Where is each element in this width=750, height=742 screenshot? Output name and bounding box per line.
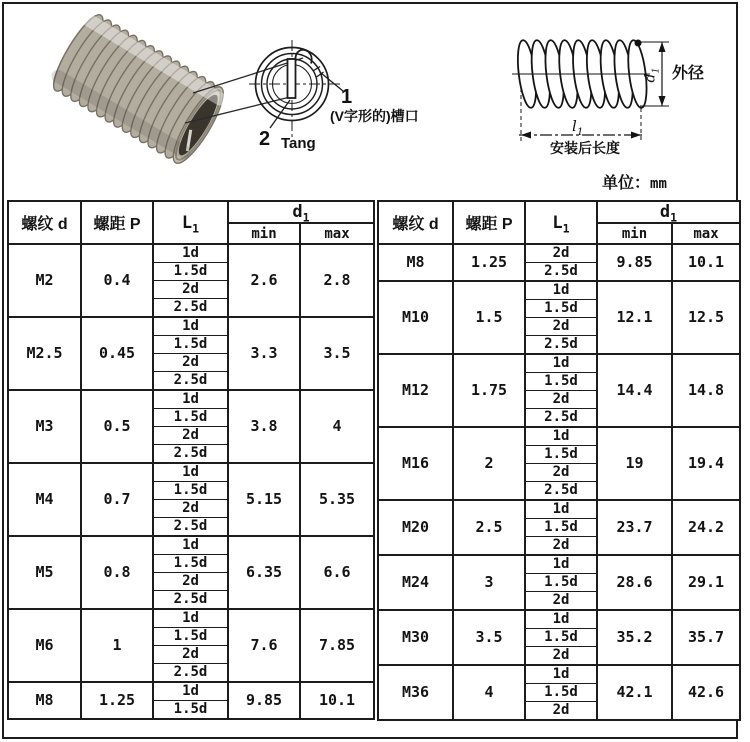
length-option: 1d bbox=[525, 427, 597, 446]
length-option: 2d bbox=[525, 592, 597, 611]
d1-max: 7.85 bbox=[300, 609, 374, 682]
coil-photo-image bbox=[44, 8, 232, 169]
spec-table-left bbox=[7, 200, 375, 720]
d1-min: 9.85 bbox=[597, 244, 672, 281]
length-option: 1d bbox=[153, 244, 228, 263]
pitch-value: 3 bbox=[453, 555, 525, 610]
d1-min: 3.3 bbox=[228, 317, 300, 390]
installed-length-label: 安装后长度 bbox=[550, 140, 620, 156]
d1-max: 42.6 bbox=[672, 665, 740, 720]
d1-max: 24.2 bbox=[672, 500, 740, 555]
unit-value: mm bbox=[650, 176, 667, 192]
length-option: 1d bbox=[525, 500, 597, 519]
d1-min: 5.15 bbox=[228, 463, 300, 536]
d1-header-letter: d bbox=[659, 202, 671, 222]
length-option: 1d bbox=[153, 463, 228, 482]
length-option: 1d bbox=[525, 281, 597, 300]
pitch-value: 1.25 bbox=[453, 244, 525, 281]
table-row bbox=[378, 281, 740, 300]
length-option: 2d bbox=[153, 646, 228, 664]
col-header-d1 bbox=[228, 201, 374, 223]
table-row bbox=[378, 500, 740, 519]
d1-max: 10.1 bbox=[300, 682, 374, 719]
length-option: 1.5d bbox=[153, 555, 228, 573]
side-view-diagram bbox=[512, 39, 669, 141]
length-option: 1.5d bbox=[525, 300, 597, 318]
d1-min: 42.1 bbox=[597, 665, 672, 720]
d1-max: 2.8 bbox=[300, 244, 374, 317]
length-option: 1.5d bbox=[525, 446, 597, 464]
col-header-l1 bbox=[153, 201, 228, 244]
d1-dimension-symbol bbox=[642, 67, 662, 83]
table-row bbox=[378, 354, 740, 373]
length-option: 2.5d bbox=[153, 445, 228, 464]
length-option: 2d bbox=[525, 244, 597, 263]
d1-min: 9.85 bbox=[228, 682, 300, 719]
pitch-value: 2 bbox=[453, 427, 525, 500]
pitch-value: 0.45 bbox=[81, 317, 153, 390]
callout-2: 2 bbox=[259, 128, 271, 150]
d1-min: 3.8 bbox=[228, 390, 300, 463]
table-row bbox=[8, 390, 374, 409]
length-option: 1d bbox=[525, 610, 597, 629]
pitch-value: 0.8 bbox=[81, 536, 153, 609]
d1-max: 19.4 bbox=[672, 427, 740, 500]
l1-header-letter: L bbox=[181, 212, 193, 233]
d1-min: 35.2 bbox=[597, 610, 672, 665]
col-header-thread: 螺纹 d bbox=[378, 201, 453, 244]
l1-dimension-symbol bbox=[572, 117, 584, 138]
length-option: 2.5d bbox=[153, 518, 228, 537]
pitch-value: 0.7 bbox=[81, 463, 153, 536]
l1-letter: l bbox=[572, 117, 577, 135]
l1-header-letter: L bbox=[552, 212, 563, 233]
d1-max: 14.8 bbox=[672, 354, 740, 427]
pitch-value: 0.4 bbox=[81, 244, 153, 317]
table-row bbox=[8, 463, 374, 482]
length-option: 1.5d bbox=[153, 336, 228, 354]
d1-max: 29.1 bbox=[672, 555, 740, 610]
d1-max: 35.7 bbox=[672, 610, 740, 665]
length-option: 2.5d bbox=[153, 372, 228, 391]
length-option: 2d bbox=[525, 464, 597, 482]
length-option: 1d bbox=[153, 536, 228, 555]
thread-size: M24 bbox=[378, 555, 453, 610]
length-option: 2d bbox=[525, 537, 597, 556]
thread-size: M6 bbox=[8, 609, 81, 682]
length-option: 2.5d bbox=[153, 591, 228, 610]
length-option: 2d bbox=[153, 500, 228, 518]
d1-min: 23.7 bbox=[597, 500, 672, 555]
unit-label bbox=[602, 176, 667, 192]
d1-max: 12.5 bbox=[672, 281, 740, 354]
table-row bbox=[8, 317, 374, 336]
length-option: 1.5d bbox=[153, 628, 228, 646]
pitch-value: 2.5 bbox=[453, 500, 525, 555]
length-option: 1.5d bbox=[525, 373, 597, 391]
length-option: 1.5d bbox=[153, 701, 228, 720]
length-option: 1.5d bbox=[153, 263, 228, 281]
length-option: 1.5d bbox=[525, 684, 597, 702]
d1-min: 19 bbox=[597, 427, 672, 500]
d1-min: 14.4 bbox=[597, 354, 672, 427]
table-row bbox=[378, 244, 740, 263]
length-option: 1.5d bbox=[525, 519, 597, 537]
table-row bbox=[8, 682, 374, 701]
thread-size: M36 bbox=[378, 665, 453, 720]
col-header-max: max bbox=[672, 223, 740, 244]
length-option: 2d bbox=[525, 391, 597, 409]
length-option: 2.5d bbox=[153, 664, 228, 683]
thread-size: M4 bbox=[8, 463, 81, 536]
tang-label: Tang bbox=[281, 135, 316, 152]
col-header-min: min bbox=[228, 223, 300, 244]
table-row bbox=[8, 536, 374, 555]
pitch-value: 3.5 bbox=[453, 610, 525, 665]
length-option: 2d bbox=[153, 427, 228, 445]
col-header-min: min bbox=[597, 223, 672, 244]
d1-header-letter: d bbox=[292, 202, 303, 222]
table-row bbox=[378, 610, 740, 629]
length-option: 1d bbox=[153, 390, 228, 409]
d1-max: 5.35 bbox=[300, 463, 374, 536]
thread-size: M16 bbox=[378, 427, 453, 500]
d1-letter: d bbox=[642, 73, 659, 83]
spec-table-right bbox=[377, 200, 741, 721]
length-option: 2.5d bbox=[525, 482, 597, 501]
length-option: 1.5d bbox=[153, 482, 228, 500]
length-option: 1.5d bbox=[153, 409, 228, 427]
d1-max: 6.6 bbox=[300, 536, 374, 609]
pitch-value: 1.25 bbox=[81, 682, 153, 719]
table-row bbox=[378, 555, 740, 574]
col-header-l1 bbox=[525, 201, 597, 244]
table-row bbox=[8, 609, 374, 628]
d1-header-sub: 1 bbox=[670, 210, 678, 223]
unit-prefix: 单位： bbox=[602, 175, 651, 192]
end-view-diagram bbox=[249, 40, 343, 138]
length-option: 2d bbox=[525, 702, 597, 721]
table-row bbox=[378, 427, 740, 446]
thread-size: M20 bbox=[378, 500, 453, 555]
thread-size: M12 bbox=[378, 354, 453, 427]
illustrations-canvas bbox=[0, 0, 750, 200]
d1-max: 10.1 bbox=[672, 244, 740, 281]
thread-size: M8 bbox=[8, 682, 81, 719]
col-header-pitch: 螺距 P bbox=[453, 201, 525, 244]
length-option: 2d bbox=[153, 281, 228, 299]
l1-header-sub: 1 bbox=[192, 220, 200, 235]
table-row bbox=[8, 244, 374, 263]
length-option: 2d bbox=[153, 354, 228, 372]
outer-diameter-label: 外径 bbox=[672, 65, 705, 82]
thread-size: M8 bbox=[378, 244, 453, 281]
l1-header-sub: 1 bbox=[562, 220, 570, 235]
length-option: 2d bbox=[525, 647, 597, 666]
pitch-value: 0.5 bbox=[81, 390, 153, 463]
thread-size: M10 bbox=[378, 281, 453, 354]
d1-max: 4 bbox=[300, 390, 374, 463]
pitch-value: 4 bbox=[453, 665, 525, 720]
length-option: 2d bbox=[153, 573, 228, 591]
thread-size: M2.5 bbox=[8, 317, 81, 390]
col-header-max: max bbox=[300, 223, 374, 244]
d1-min: 12.1 bbox=[597, 281, 672, 354]
d1-header-sub: 1 bbox=[302, 210, 310, 223]
pitch-value: 1.75 bbox=[453, 354, 525, 427]
pitch-value: 1 bbox=[81, 609, 153, 682]
d1-min: 6.35 bbox=[228, 536, 300, 609]
d1-subscript: 1 bbox=[650, 67, 662, 74]
notch-label: (V字形的)槽口 bbox=[330, 108, 419, 124]
length-option: 1d bbox=[153, 609, 228, 628]
length-option: 1d bbox=[153, 682, 228, 701]
length-option: 1d bbox=[525, 665, 597, 684]
length-option: 2d bbox=[525, 318, 597, 336]
thread-size: M5 bbox=[8, 536, 81, 609]
length-option: 1d bbox=[525, 555, 597, 574]
l1-subscript: 1 bbox=[576, 127, 584, 138]
thread-size: M3 bbox=[8, 390, 81, 463]
length-option: 1d bbox=[525, 354, 597, 373]
d1-min: 28.6 bbox=[597, 555, 672, 610]
d1-min: 7.6 bbox=[228, 609, 300, 682]
length-option: 1.5d bbox=[525, 629, 597, 647]
d1-max: 3.5 bbox=[300, 317, 374, 390]
thread-size: M2 bbox=[8, 244, 81, 317]
length-option: 1.5d bbox=[525, 574, 597, 592]
pitch-value: 1.5 bbox=[453, 281, 525, 354]
length-option: 2.5d bbox=[153, 299, 228, 318]
length-option: 2.5d bbox=[525, 409, 597, 428]
table-row bbox=[378, 665, 740, 684]
col-header-d1 bbox=[597, 201, 740, 223]
callout-1: 1 bbox=[341, 86, 353, 108]
length-option: 2.5d bbox=[525, 336, 597, 355]
length-option: 2.5d bbox=[525, 263, 597, 282]
col-header-thread: 螺纹 d bbox=[8, 201, 81, 244]
col-header-pitch: 螺距 P bbox=[81, 201, 153, 244]
thread-size: M30 bbox=[378, 610, 453, 665]
d1-min: 2.6 bbox=[228, 244, 300, 317]
length-option: 1d bbox=[153, 317, 228, 336]
